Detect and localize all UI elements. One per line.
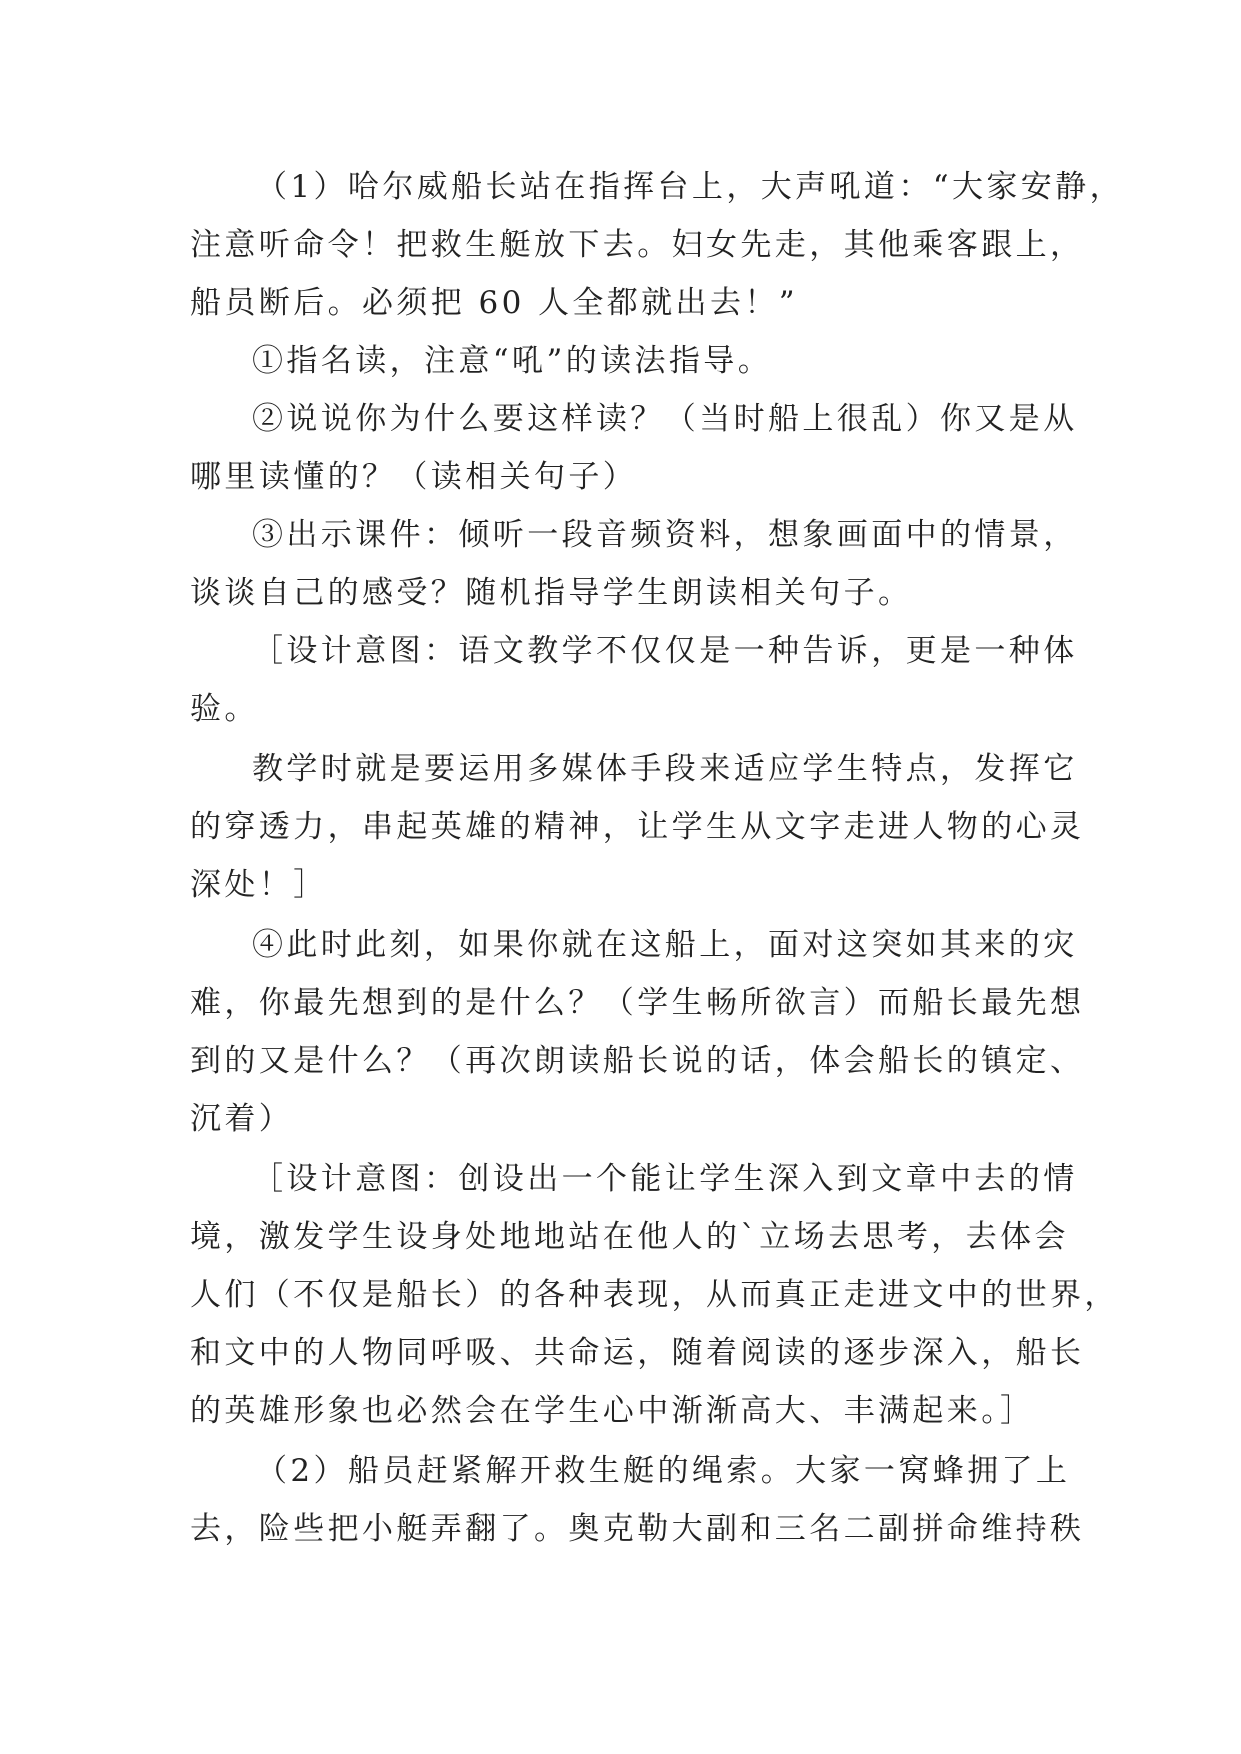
paragraph-line: 哪里读懂的？（读相关句子） bbox=[190, 459, 638, 495]
paragraph-line: 船员断后。必须把 60 人全都就出去！” bbox=[190, 285, 799, 321]
paragraph-line: （1）哈尔威船长站在指挥台上，大声吼道：“大家安静， bbox=[256, 169, 1124, 205]
paragraph-line: 教学时就是要运用多媒体手段来适应学生特点，发挥它 bbox=[252, 751, 1078, 787]
paragraph-line: 难，你最先想到的是什么？（学生畅所欲言）而船长最先想 bbox=[190, 985, 1085, 1021]
paragraph-line: ③出示课件：倾听一段音频资料，想象画面中的情景， bbox=[252, 517, 1078, 553]
paragraph-line: 和文中的人物同呼吸、共命运，随着阅读的逐步深入，船长 bbox=[190, 1335, 1085, 1371]
paragraph-line: ［设计意图：语文教学不仅仅是一种告诉，更是一种体 bbox=[252, 633, 1078, 669]
paragraph-line: （2）船员赶紧解开救生艇的绳索。大家一窝蜂拥了上 bbox=[256, 1453, 1071, 1489]
paragraph-line: 深处！］ bbox=[190, 867, 328, 903]
paragraph-line: ①指名读，注意“吼”的读法指导。 bbox=[252, 343, 773, 379]
paragraph-line: ②说说你为什么要这样读？（当时船上很乱）你又是从 bbox=[252, 401, 1078, 437]
paragraph-line: 验。 bbox=[190, 691, 259, 727]
paragraph-line: 人们（不仅是船长）的各种表现，从而真正走进文中的世界， bbox=[190, 1277, 1119, 1313]
paragraph-line: 到的又是什么？（再次朗读船长说的话，体会船长的镇定、 bbox=[190, 1043, 1085, 1079]
paragraph-line: 谈谈自己的感受？随机指导学生朗读相关句子。 bbox=[190, 575, 913, 611]
paragraph-line: 境，激发学生设身处地地站在他人的`立场去思考，去体会 bbox=[190, 1219, 1069, 1255]
paragraph-line: 沉着） bbox=[190, 1101, 294, 1137]
paragraph-line: 的英雄形象也必然会在学生心中渐渐高大、丰满起来。］ bbox=[190, 1393, 1035, 1429]
paragraph-line: ④此时此刻，如果你就在这船上，面对这突如其来的灾 bbox=[252, 927, 1078, 963]
paragraph-line: 注意听命令！把救生艇放下去。妇女先走，其他乘客跟上， bbox=[190, 227, 1085, 263]
paragraph-line: 的穿透力，串起英雄的精神，让学生从文字走进人物的心灵 bbox=[190, 809, 1085, 845]
paragraph-line: 去，险些把小艇弄翻了。奥克勒大副和三名二副拼命维持秩 bbox=[190, 1511, 1085, 1547]
paragraph-line: ［设计意图：创设出一个能让学生深入到文章中去的情 bbox=[252, 1161, 1078, 1197]
